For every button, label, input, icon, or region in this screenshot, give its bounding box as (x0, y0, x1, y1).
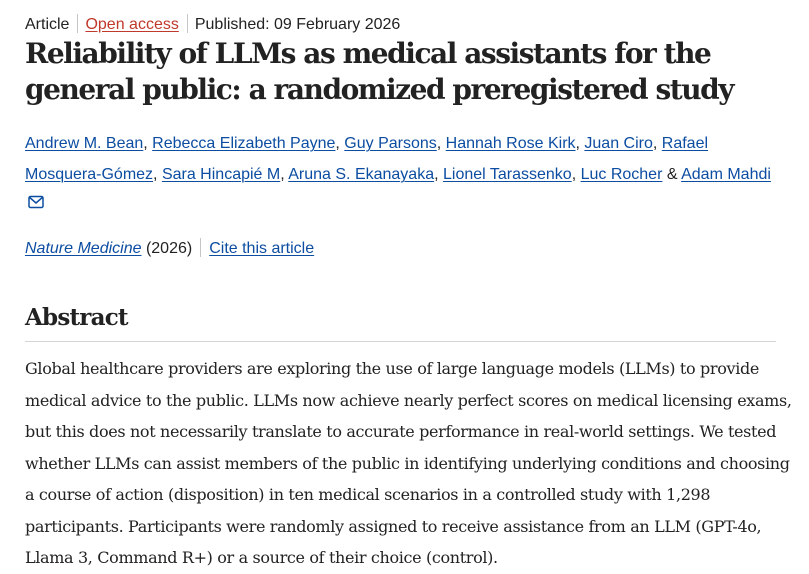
journal-year: (2026) (145, 240, 193, 257)
author-separator: , (575, 135, 585, 152)
article-title: Reliability of LLMs as medical assistants for the general public: a randomized preregistered study (25, 37, 734, 106)
journal-info (25, 238, 314, 260)
author-link[interactable]: Rebecca Elizabeth Payne (152, 135, 336, 152)
author-separator: , (434, 166, 443, 183)
journal-name: Nature Medicine (25, 240, 142, 257)
abstract-heading: Abstract (25, 304, 128, 331)
author-link[interactable]: Guy Parsons (344, 135, 437, 152)
cite-article-link[interactable]: Cite this article (209, 240, 315, 257)
meta-divider (77, 14, 78, 33)
author-separator: & (662, 166, 682, 183)
author-link[interactable]: Sara Hincapié M (161, 166, 281, 183)
author-separator: , (335, 135, 345, 152)
author-separator: , (571, 166, 581, 183)
author-separator: , (652, 135, 662, 152)
author-link[interactable]: Lionel Tarassenko (443, 166, 572, 183)
published-date: Published: 09 February 2026 (194, 16, 401, 33)
author-link[interactable]: Andrew M. Bean (25, 135, 144, 152)
abstract-text: Global healthcare providers are exploring the use of large language models (LLMs) to provide medical advice to the public. LLMs now achieve nearly perfect scores on medical licensing exams, but this does not necessarily translate to accurate performance in real-world settings. We tested whether LLMs can assist members of the public in identifying underlying conditions and choosing a course of action (disposition) in ten medical scenarios in a controlled study with 1,298 participants. Participants were randomly assigned to receive assistance from an LLM (GPT-4o, Llama 3, Command R+) or a source of their choice (control). (25, 359, 792, 567)
journal-link[interactable] (25, 240, 142, 257)
author-link[interactable]: Luc Rocher (580, 166, 663, 183)
article-meta (25, 14, 400, 36)
author-list (25, 128, 785, 190)
mail-icon[interactable] (27, 194, 45, 210)
section-divider (25, 341, 776, 342)
author-separator: , (280, 166, 289, 183)
meta-divider (187, 14, 188, 33)
journal-divider (200, 238, 201, 257)
author-link[interactable]: Juan Ciro (584, 135, 653, 152)
author-separator: , (153, 166, 162, 183)
article-type: Article (25, 16, 70, 33)
author-separator: , (143, 135, 153, 152)
open-access-link[interactable]: Open access (85, 16, 179, 33)
author-link[interactable]: Adam Mahdi (681, 166, 771, 183)
author-link[interactable]: Hannah Rose Kirk (445, 135, 576, 152)
author-separator: , (436, 135, 446, 152)
author-link[interactable]: Aruna S. Ekanayaka (288, 166, 435, 183)
author-link[interactable]: Rafael Mosquera-Gómez (25, 135, 709, 183)
